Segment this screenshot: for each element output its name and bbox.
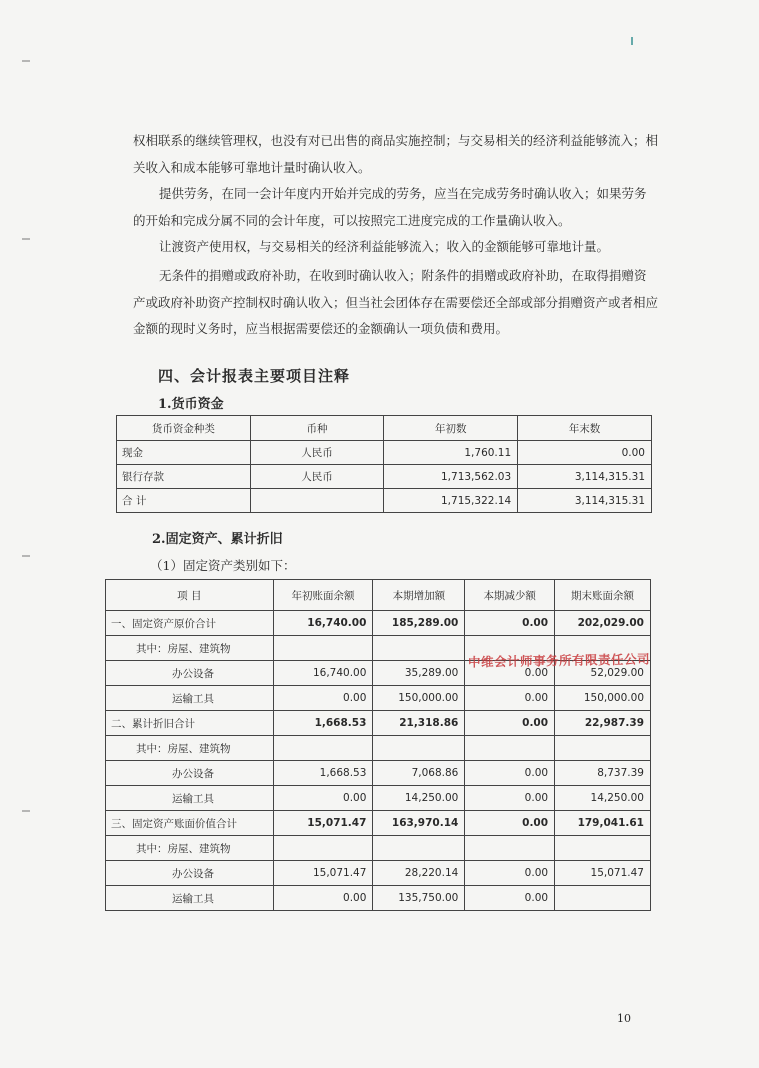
paragraph: 提供劳务，在同一会计年度内开始并完成的劳务，应当在完成劳务时确认收入；如果劳务的开始和完成分属不同的会计年度，可以按照完工进度完成的工作量确认收入。: [133, 186, 647, 228]
table-cell: 0.00: [465, 711, 555, 736]
table-cell: 0.00: [465, 811, 555, 836]
table-cell: [273, 836, 373, 861]
table-cell: [555, 836, 651, 861]
table-cell: 150,000.00: [555, 686, 651, 711]
table-cell: 179,041.61: [555, 811, 651, 836]
table-cell: 0.00: [465, 761, 555, 786]
fixed-assets-table: [105, 579, 651, 911]
cash-table: [116, 415, 652, 513]
table-cell: 0.00: [465, 861, 555, 886]
column-header: 年末数: [518, 416, 652, 441]
table-cell: [373, 636, 465, 661]
table-cell: 14,250.00: [373, 786, 465, 811]
column-header: 项 目: [106, 580, 274, 611]
scan-edge-mark: [22, 810, 30, 812]
page-number: 10: [617, 1012, 631, 1025]
fixed-assets-title: 2.固定资产、累计折旧: [152, 532, 283, 547]
table-cell: 8,737.39: [555, 761, 651, 786]
table-row: [117, 441, 652, 465]
column-header: 年初账面余额: [273, 580, 373, 611]
table-cell: 3,114,315.31: [518, 489, 652, 513]
table-cell: 其中：房屋、建筑物: [106, 636, 274, 661]
table-row: [106, 686, 651, 711]
section-title: 四、会计报表主要项目注释: [158, 367, 351, 385]
table-row: [106, 761, 651, 786]
table-cell: [555, 886, 651, 911]
table-cell: 202,029.00: [555, 611, 651, 636]
paragraph: 无条件的捐赠或政府补助，在收到时确认收入；附条件的捐赠或政府补助，在取得捐赠资产或政府补助资产控制权时确认收入；但当社会团体存在需要偿还全部或部分捐赠资产或者相应金额的现时义务时，应当根据需要偿还的金额确认一项负债和费用。: [133, 268, 659, 336]
table-cell: [373, 736, 465, 761]
table-cell: [465, 836, 555, 861]
table-cell: 185,289.00: [373, 611, 465, 636]
table-cell: 一、固定资产原价合计: [106, 611, 274, 636]
table-cell: 22,987.39: [555, 711, 651, 736]
table-cell: 0.00: [273, 886, 373, 911]
table-cell: 1,668.53: [273, 711, 373, 736]
body-text: [133, 128, 658, 181]
table-cell: 135,750.00: [373, 886, 465, 911]
paragraph: 权相联系的继续管理权，也没有对已出售的商品实施控制；与交易相关的经济利益能够流入；相关收入和成本能够可靠地计量时确认收入。: [133, 133, 659, 175]
table-row: [106, 711, 651, 736]
column-header: 期末账面余额: [555, 580, 651, 611]
table-cell: 15,071.47: [273, 811, 373, 836]
table-row: [117, 465, 652, 489]
table-row: [106, 611, 651, 636]
table-cell: 合 计: [117, 489, 251, 513]
table-cell: [250, 489, 384, 513]
table-cell: [373, 836, 465, 861]
table-cell: 运输工具: [106, 886, 274, 911]
table-cell: [555, 736, 651, 761]
table-cell: 0.00: [465, 886, 555, 911]
table-cell: [273, 636, 373, 661]
table-cell: 现金: [117, 441, 251, 465]
table-cell: 0.00: [465, 661, 555, 686]
table-cell: 52,029.00: [555, 661, 651, 686]
table-cell: 0.00: [273, 686, 373, 711]
table-cell: 运输工具: [106, 786, 274, 811]
column-header: 货币资金种类: [117, 416, 251, 441]
scan-mark: [631, 37, 633, 45]
table-row: [106, 861, 651, 886]
table-row: [106, 736, 651, 761]
table-cell: 其中：房屋、建筑物: [106, 836, 274, 861]
column-header: 本期增加额: [373, 580, 465, 611]
table-cell: [273, 736, 373, 761]
body-text: [133, 263, 658, 343]
paragraph: 让渡资产使用权，与交易相关的经济利益能够流入；收入的金额能够可靠地计量。: [159, 239, 610, 254]
table-row: [117, 489, 652, 513]
table-cell: 15,071.47: [273, 861, 373, 886]
table-cell: [465, 736, 555, 761]
table-cell: 0.00: [518, 441, 652, 465]
table-row: [106, 886, 651, 911]
table-cell: 0.00: [465, 611, 555, 636]
company-stamp: 中维会计师事务所有限责任公司: [467, 651, 651, 670]
table-cell: 0.00: [465, 786, 555, 811]
scan-edge-mark: [22, 60, 30, 62]
table-cell: 三、固定资产账面价值合计: [106, 811, 274, 836]
table-cell: 28,220.14: [373, 861, 465, 886]
body-text: [133, 234, 658, 261]
table-cell: 0.00: [273, 786, 373, 811]
table-cell: 办公设备: [106, 661, 274, 686]
table-cell: 1,713,562.03: [384, 465, 518, 489]
table-header-row: [117, 416, 652, 441]
scan-edge-mark: [22, 238, 30, 240]
table-cell: 7,068.86: [373, 761, 465, 786]
cash-title: 1.货币资金: [158, 397, 224, 412]
table-row: [106, 786, 651, 811]
table-cell: 办公设备: [106, 861, 274, 886]
table-cell: 16,740.00: [273, 611, 373, 636]
table-cell: 1,760.11: [384, 441, 518, 465]
table-row: [106, 811, 651, 836]
table-cell: 16,740.00: [273, 661, 373, 686]
column-header: 年初数: [384, 416, 518, 441]
column-header: 本期减少额: [465, 580, 555, 611]
scan-edge-mark: [22, 555, 30, 557]
table-cell: 150,000.00: [373, 686, 465, 711]
table-cell: 人民币: [250, 441, 384, 465]
table-cell: 运输工具: [106, 686, 274, 711]
table-cell: 其中：房屋、建筑物: [106, 736, 274, 761]
table-cell: 163,970.14: [373, 811, 465, 836]
table-cell: 二、累计折旧合计: [106, 711, 274, 736]
table-cell: 21,318.86: [373, 711, 465, 736]
table-cell: 1,715,322.14: [384, 489, 518, 513]
table-row: [106, 836, 651, 861]
table-cell: 14,250.00: [555, 786, 651, 811]
table-cell: 15,071.47: [555, 861, 651, 886]
table-cell: 0.00: [465, 686, 555, 711]
table-cell: 银行存款: [117, 465, 251, 489]
table-cell: 人民币: [250, 465, 384, 489]
table-cell: 35,289.00: [373, 661, 465, 686]
table-cell: 3,114,315.31: [518, 465, 652, 489]
table-header-row: [106, 580, 651, 611]
column-header: 币种: [250, 416, 384, 441]
fixed-assets-subtitle: （1）固定资产类别如下：: [150, 558, 296, 573]
table-cell: 办公设备: [106, 761, 274, 786]
body-text: [133, 181, 658, 234]
table-cell: 1,668.53: [273, 761, 373, 786]
